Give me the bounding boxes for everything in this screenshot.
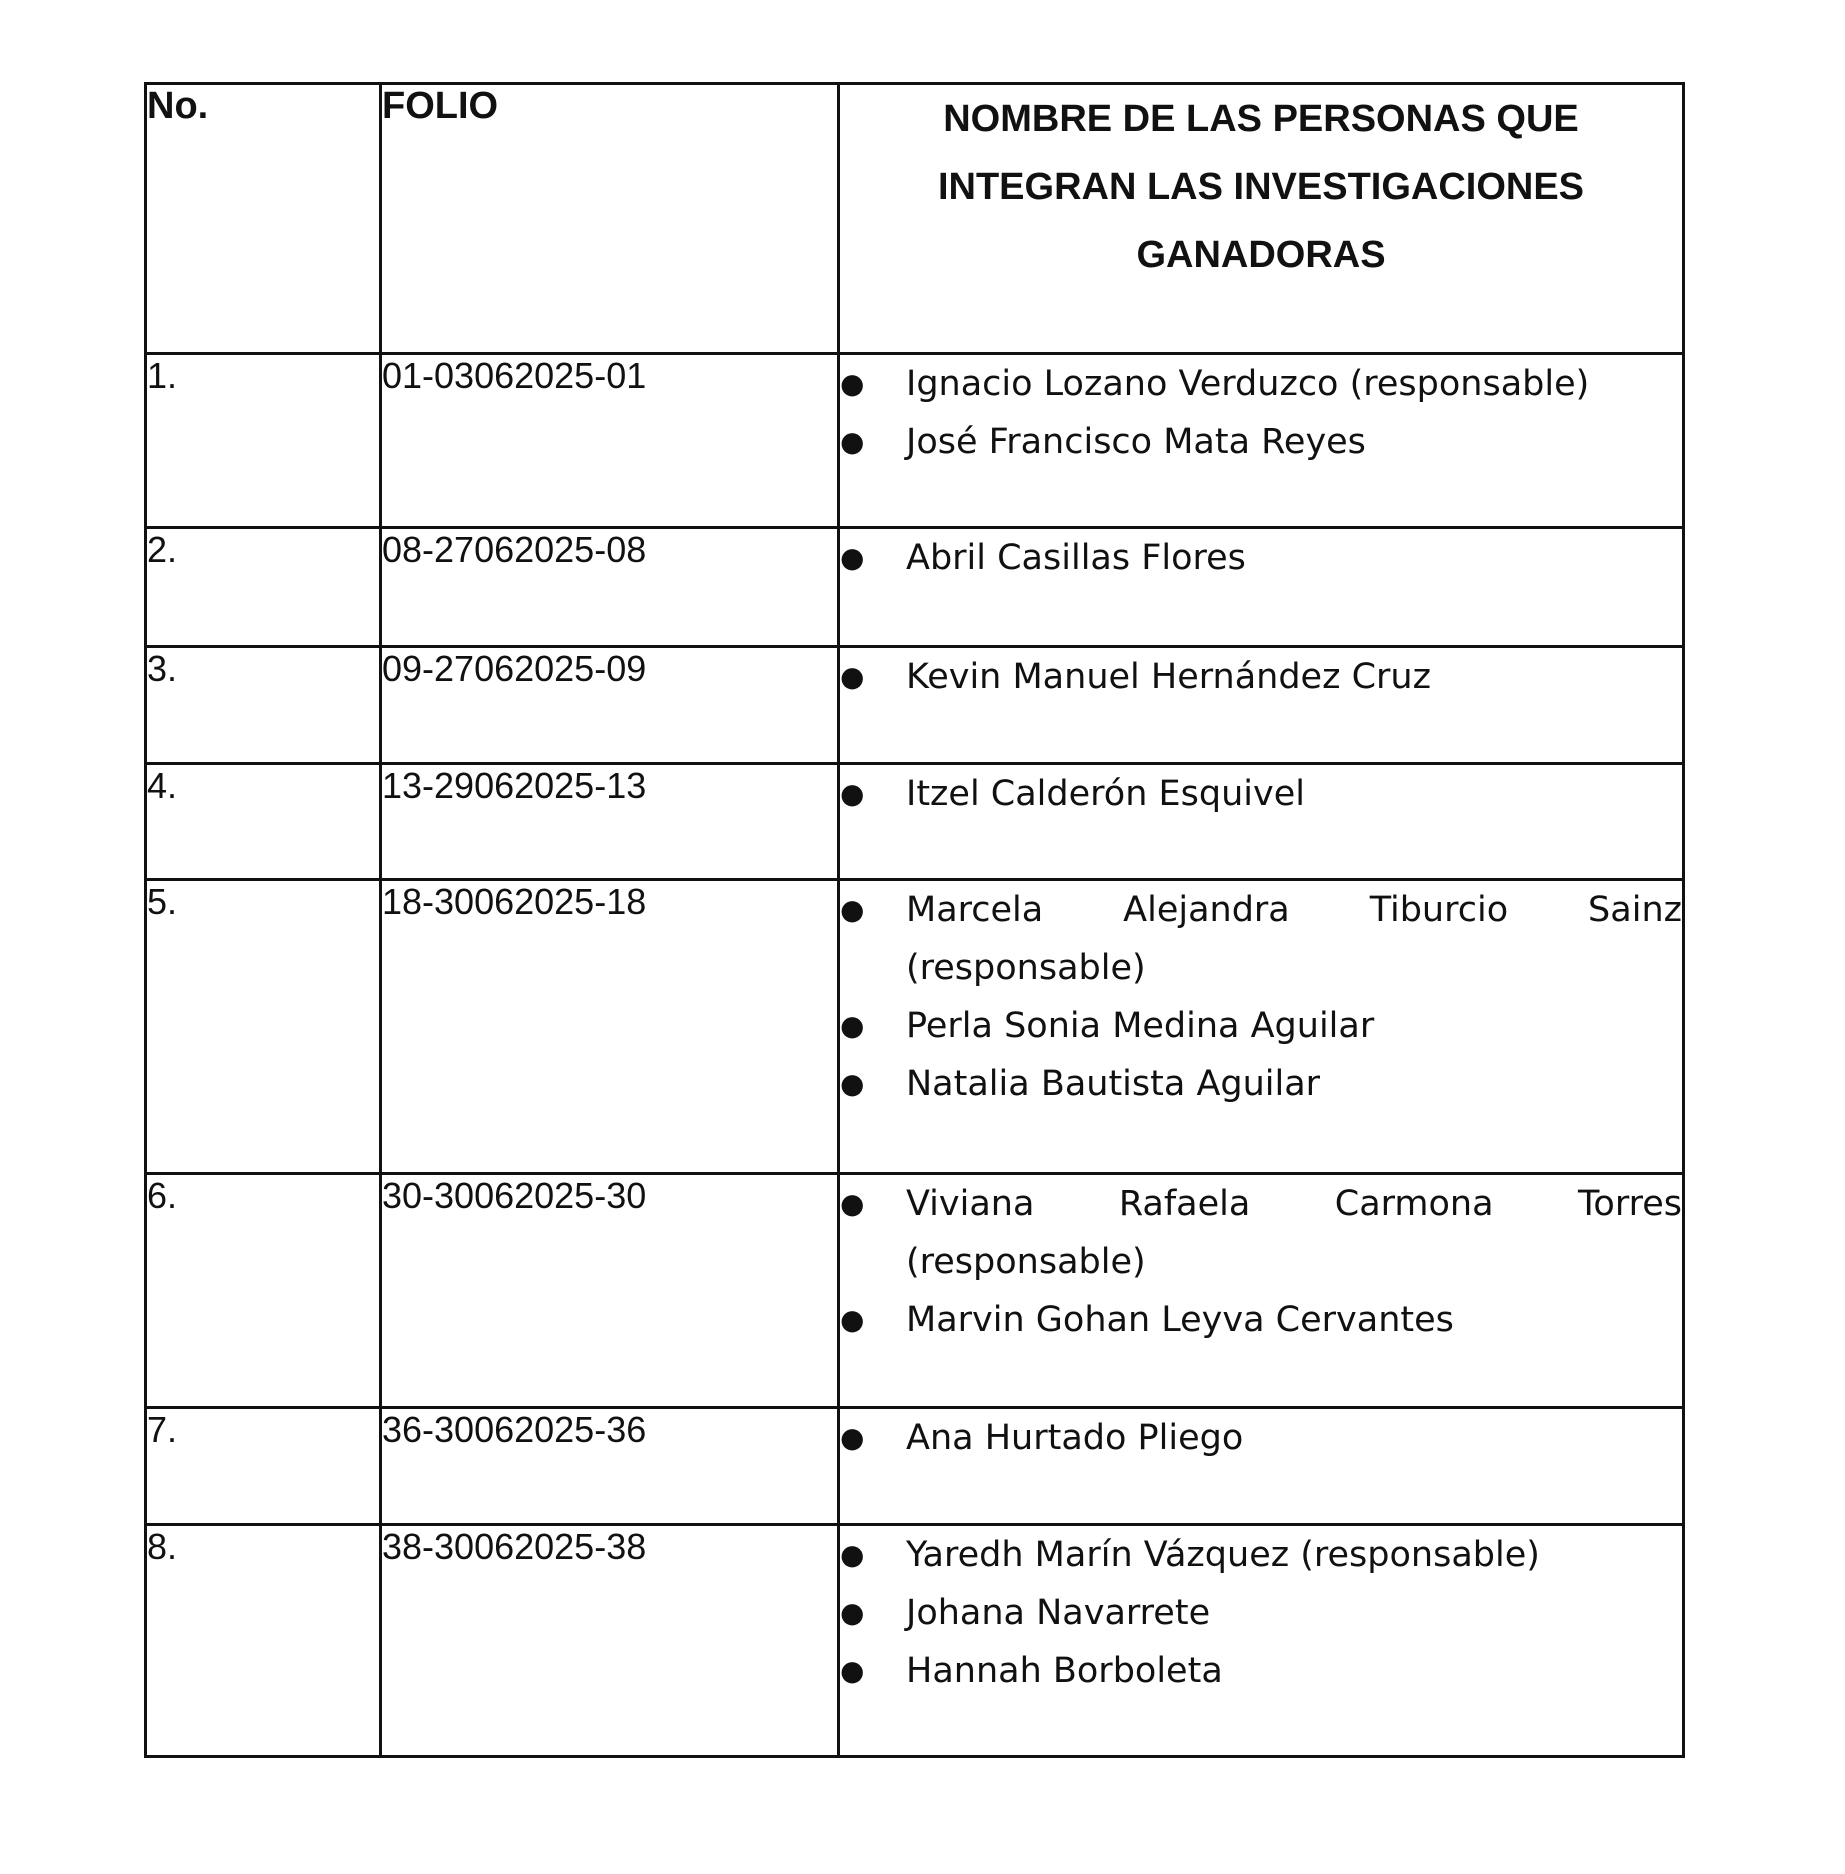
names-list — [840, 529, 1682, 587]
names-list — [840, 648, 1682, 706]
name-text: José Francisco Mata Reyes — [906, 422, 1366, 462]
bullet-icon: ● — [840, 893, 865, 926]
name-item — [840, 413, 1682, 471]
row-number: 6. — [146, 1174, 381, 1408]
bullet-icon: ● — [840, 1009, 865, 1042]
row-names — [839, 354, 1684, 528]
name-text: Hannah Borboleta — [906, 1651, 1223, 1691]
bullet-icon: ● — [840, 660, 865, 693]
table-row — [146, 1525, 1684, 1757]
name-text: Johana Navarrete — [906, 1593, 1211, 1633]
name-item — [840, 355, 1682, 413]
bullet-icon: ● — [840, 541, 865, 574]
name-item — [840, 1175, 1682, 1291]
name-text: Itzel Calderón Esquivel — [906, 774, 1305, 814]
header-folio: FOLIO — [381, 84, 839, 354]
row-number: 4. — [146, 764, 381, 880]
row-names — [839, 764, 1684, 880]
row-names — [839, 528, 1684, 647]
table-row — [146, 764, 1684, 880]
row-folio: 38-30062025-38 — [381, 1525, 839, 1757]
name-item — [840, 1291, 1682, 1349]
name-item — [840, 765, 1682, 823]
name-text: Kevin Manuel Hernández Cruz — [906, 657, 1431, 697]
row-number: 8. — [146, 1525, 381, 1757]
bullet-icon: ● — [840, 777, 865, 810]
name-text: Yaredh Marín Vázquez (responsable) — [906, 1535, 1540, 1575]
bullet-icon: ● — [840, 1538, 865, 1571]
names-list — [840, 1526, 1682, 1700]
row-folio: 08-27062025-08 — [381, 528, 839, 647]
name-item — [840, 881, 1682, 997]
row-names — [839, 1174, 1684, 1408]
table-row — [146, 354, 1684, 528]
names-list — [840, 355, 1682, 471]
name-item — [840, 1526, 1682, 1584]
table-row — [146, 647, 1684, 764]
row-names — [839, 1408, 1684, 1525]
name-text: Perla Sonia Medina Aguilar — [906, 1006, 1375, 1046]
bullet-icon: ● — [840, 1421, 865, 1454]
names-list — [840, 1175, 1682, 1349]
row-number: 2. — [146, 528, 381, 647]
row-folio: 30-30062025-30 — [381, 1174, 839, 1408]
name-text: Ana Hurtado Pliego — [906, 1418, 1244, 1458]
name-text: Viviana Rafaela Carmona Torres (responsable) — [906, 1184, 1682, 1282]
name-text: Marvin Gohan Leyva Cervantes — [906, 1300, 1454, 1340]
name-item — [840, 648, 1682, 706]
name-item — [840, 1642, 1682, 1700]
name-item — [840, 1409, 1682, 1467]
row-folio: 36-30062025-36 — [381, 1408, 839, 1525]
name-item — [840, 529, 1682, 587]
bullet-icon: ● — [840, 1187, 865, 1220]
row-number: 5. — [146, 880, 381, 1174]
header-no: No. — [146, 84, 381, 354]
bullet-icon: ● — [840, 367, 865, 400]
bullet-icon: ● — [840, 1067, 865, 1100]
row-names — [839, 647, 1684, 764]
row-number: 3. — [146, 647, 381, 764]
bullet-icon: ● — [840, 1596, 865, 1629]
name-text: Natalia Bautista Aguilar — [906, 1064, 1321, 1104]
name-text: Abril Casillas Flores — [906, 538, 1246, 578]
name-item — [840, 1584, 1682, 1642]
names-list — [840, 765, 1682, 823]
bullet-icon: ● — [840, 425, 865, 458]
table-row — [146, 1174, 1684, 1408]
names-list — [840, 1409, 1682, 1467]
bullet-icon: ● — [840, 1303, 865, 1336]
bullet-icon: ● — [840, 1654, 865, 1687]
row-number: 7. — [146, 1408, 381, 1525]
name-text: Ignacio Lozano Verduzco (responsable) — [906, 364, 1590, 404]
row-names — [839, 880, 1684, 1174]
table-row — [146, 528, 1684, 647]
table-row — [146, 1408, 1684, 1525]
header-names: NOMBRE DE LAS PERSONAS QUE INTEGRAN LAS INVESTIGACIONES GANADORAS — [839, 84, 1684, 354]
table-row — [146, 880, 1684, 1174]
names-list — [840, 881, 1682, 1113]
row-folio: 01-03062025-01 — [381, 354, 839, 528]
name-item — [840, 997, 1682, 1055]
row-folio: 13-29062025-13 — [381, 764, 839, 880]
row-number: 1. — [146, 354, 381, 528]
winners-table — [144, 82, 1685, 1758]
row-folio: 09-27062025-09 — [381, 647, 839, 764]
table-header-row — [146, 84, 1684, 354]
name-text: Marcela Alejandra Tiburcio Sainz (responsable) — [906, 890, 1682, 988]
name-item — [840, 1055, 1682, 1113]
row-names — [839, 1525, 1684, 1757]
row-folio: 18-30062025-18 — [381, 880, 839, 1174]
